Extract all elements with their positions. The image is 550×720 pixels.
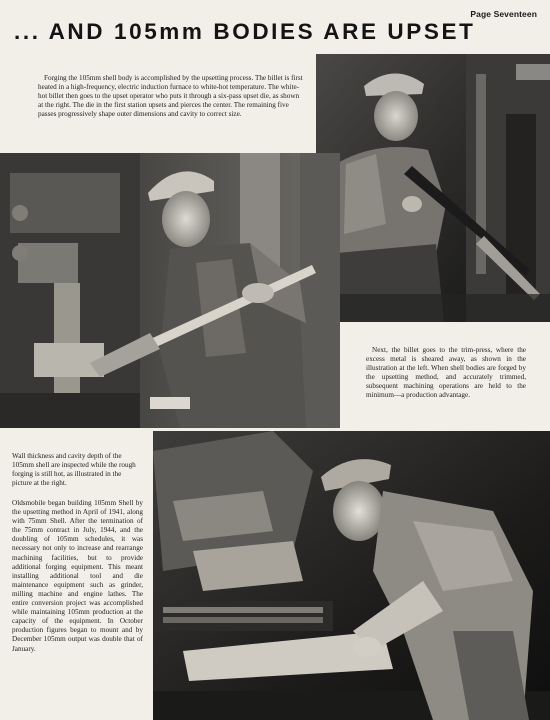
trim-press-text-block	[366, 346, 526, 405]
history-text-block	[12, 499, 143, 658]
trim-press-paragraph: Next, the billet goes to the trim-press, where the excess metal is sheared away, as shown in the illustration at the left. When shell bodies are forged by the upsetting method, and accurately trimmed, subsequent machining operations are held to the minimum—a production advantage.	[366, 346, 526, 400]
page-headline: ... AND 105mm BODIES ARE UPSET	[14, 19, 476, 44]
page-number: Page Seventeen	[470, 9, 537, 19]
intro-paragraph: Forging the 105mm shell body is accomplished by the upsetting process. The billet is first heated in a high-frequency, electric induction furnace to white-hot temperature. The white-hot billet then goes to the upset operator who puts it through a six-pass upset die, as shown at the right. The die in the first station upsets and pierces the center. The remaining five passes progressively shape outer dimensions and cavity to correct size.	[38, 74, 303, 119]
intro-text-block	[38, 74, 306, 123]
inspection-paragraph: Wall thickness and cavity depth of the 105mm shell are inspected while the rough forging is still hot, as illustrated in the picture at the right.	[12, 452, 136, 488]
photo-upset-operator	[316, 54, 550, 322]
photo-shell-inspection	[153, 431, 550, 720]
inspection-text-block	[12, 452, 143, 492]
photo-trim-press-operator	[0, 153, 340, 428]
history-paragraph: Oldsmobile began building 105mm Shell by the upsetting method in April of 1941, along with 75mm Shell. After the termination of the 75mm contract in July, 1944, and the doubling of 105mm schedules, it was necessary not only to increase and rearrange machining facilities, but to provide additional forging equipment. This meant installing additional tool and die maintenance equipment such as grinder, milling machine and engine lathes. The entire conversion project was accomplished while maintaining 105mm production at the capacity of the equipment. In October production figures began to mount and by December 105mm output was double that of January.	[12, 499, 143, 653]
